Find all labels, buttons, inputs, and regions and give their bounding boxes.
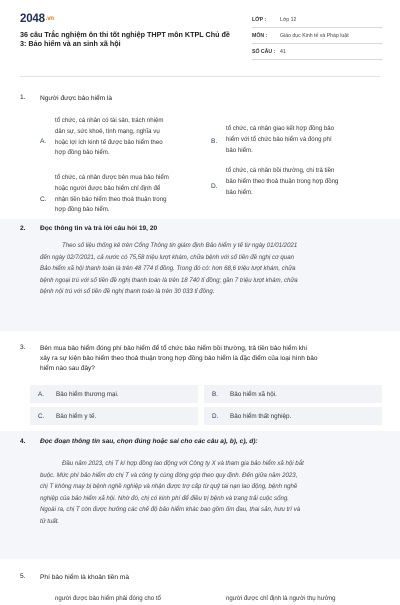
- passage-line: buộc. Mức phí bảo hiểm do chị T và công ty cùng đóng góp theo quy định. Đến giữa năm 2023,: [40, 471, 298, 479]
- section-number: 4.: [20, 438, 26, 445]
- option-line: tổ chức, cá nhân có tài sản, trách nhiệm: [55, 117, 164, 124]
- divider: [20, 76, 380, 77]
- option-a[interactable]: [30, 385, 198, 403]
- option-line: nhận tiền bảo hiểm theo thoả thuận trong: [55, 195, 167, 203]
- passage-line: Ngoài ra, chị T còn được hưởng các chế độ bảo hiểm khác bao gồm ốm đau, thai sản, hưu trí và: [40, 506, 301, 514]
- option-line: hiểm với tổ chức bảo hiểm và đóng phí: [226, 135, 332, 143]
- question-number: 5.: [20, 573, 26, 580]
- logo-text: 2048: [20, 13, 45, 25]
- document-title: 36 câu Trắc nghiệm ôn thi tốt nghiệp THPT môn KTPL Chủ đề 3: Bảo hiểm và an sinh xã hội: [20, 30, 230, 48]
- question-number: 3.: [20, 344, 26, 351]
- meta-table: [252, 12, 382, 60]
- option-a-partial[interactable]: người được bảo hiểm phải đóng cho tổ: [55, 595, 161, 602]
- option-b[interactable]: [226, 124, 382, 156]
- option-letter: D.: [212, 412, 219, 420]
- option-letter: A.: [40, 138, 47, 145]
- info-passage: [40, 240, 384, 298]
- page-header: [0, 0, 400, 64]
- passage-line: đến ngày 02/7/2021, cả nước có 75,58 triệu lượt khám, chữa bệnh với số tiền đề nghị cơ quan: [40, 253, 294, 261]
- option-line: hoặc người được bảo hiểm chỉ định để: [55, 184, 161, 192]
- passage-line: Theo số liệu thống kê trên Cổng Thông tin giám định Bảo hiểm y tế từ ngày 01/01/2021: [62, 242, 298, 249]
- question-text: Phí bảo hiểm là khoản tiền mà: [40, 574, 130, 581]
- question-text: Người được bảo hiểm là: [40, 95, 113, 102]
- passage-line: bệnh nội trú với số tiền đề nghị thanh toán là trên 30 033 tỉ đồng.: [40, 288, 215, 296]
- question-line: hiểm nào sau đây?: [40, 365, 95, 372]
- option-c[interactable]: [55, 173, 205, 216]
- option-text: Bảo hiểm xã hội.: [230, 390, 277, 398]
- meta-label: MÔN :: [252, 32, 268, 39]
- question-text: [40, 344, 384, 374]
- option-letter: A.: [38, 390, 44, 398]
- option-line: hợp đồng bảo hiểm.: [55, 149, 110, 157]
- meta-row-class: [252, 12, 382, 28]
- passage-line: nghiệp của bảo hiểm xã hội. Nhờ đó, chị có kinh phí để điều trị bệnh và trang trải cuộc sống.: [40, 494, 289, 502]
- option-letter: C.: [40, 196, 47, 203]
- passage-line: chị T không may bị bệnh nghề nghiệp và nhận được trợ cấp từ quỹ tai nạn lao động, bệnh nghề: [40, 483, 298, 491]
- question-line: Bên mua bảo hiểm đóng phí bảo hiểm để tổ chức bảo hiểm bồi thường, trả tiền bảo hiểm khi: [40, 345, 307, 352]
- option-line: tổ chức, cá nhân được bên mua bảo hiểm: [55, 174, 169, 181]
- option-line: tổ chức, cá nhân bồi thường, chi trả tiền: [226, 167, 335, 174]
- option-c[interactable]: [30, 407, 198, 425]
- meta-row-count: [252, 44, 382, 60]
- option-line: dân sự, sức khoẻ, tính mạng, nghĩa vụ: [55, 127, 160, 135]
- option-letter: B.: [212, 390, 218, 398]
- meta-value: Giáo dục Kinh tế và Pháp luật: [280, 32, 349, 39]
- passage-line: tử tuất.: [40, 517, 60, 525]
- meta-value: 41: [280, 48, 286, 55]
- passage-line: bệnh ngoại trú với số tiền đề nghị thanh toán là trên 18 740 tỉ đồng; gần 7 triệu lượt khám, chữa: [40, 276, 298, 284]
- question-line: xảy ra sự kiện bảo hiểm theo thoả thuận trong hợp đồng bảo hiểm là đặc điểm của loại hình bảo: [40, 355, 318, 362]
- section-title: Đọc thông tin và trả lời câu hỏi 19, 20: [40, 225, 158, 232]
- meta-row-subject: [252, 28, 382, 44]
- option-text: Bảo hiểm thương mại.: [56, 390, 119, 398]
- meta-label: LỚP :: [252, 16, 267, 23]
- option-line: tổ chức, cá nhân giao kết hợp đồng bảo: [226, 125, 335, 132]
- option-text: Bảo hiểm y tế.: [56, 412, 97, 420]
- option-line: bảo hiểm theo thoả thuận trong hợp đồng: [226, 177, 339, 185]
- site-logo[interactable]: [20, 13, 54, 25]
- option-text: Bảo hiểm thất nghiệp.: [230, 412, 292, 420]
- question-number: 1.: [20, 94, 26, 101]
- section-title: Đọc đoạn thông tin sau, chọn đúng hoặc sai cho các câu a), b), c), d):: [40, 438, 258, 445]
- option-letter: D.: [211, 183, 218, 190]
- option-line: hoặc lợi ích kinh tế được bảo hiểm theo: [55, 138, 163, 146]
- passage-line: Bảo hiểm xã hội thanh toán là trên 48 774 tỉ đồng. Trong đó có: hơn 68,6 triệu lượt khám, chữa: [40, 265, 296, 273]
- meta-label: SỐ CÂU :: [252, 48, 276, 55]
- option-d[interactable]: [226, 166, 382, 198]
- logo-suffix: .vn: [45, 15, 54, 22]
- option-letter: C.: [38, 412, 45, 420]
- section-number: 2.: [20, 225, 26, 232]
- option-letter: B.: [211, 138, 218, 145]
- option-b[interactable]: [204, 385, 382, 403]
- option-line: bảo hiểm.: [226, 146, 253, 154]
- option-line: bảo hiểm.: [226, 188, 253, 196]
- meta-value: Lớp 12: [280, 16, 297, 23]
- passage-line: Đầu năm 2023, chị T kí hợp đồng lao động với Công ty X và tham gia bảo hiểm xã hội bắt: [62, 460, 304, 467]
- option-line: hợp đồng bảo hiểm.: [55, 206, 110, 214]
- option-a[interactable]: [55, 116, 205, 159]
- tf-passage: [40, 458, 384, 528]
- option-d[interactable]: [204, 407, 382, 425]
- option-b-partial[interactable]: người được chỉ định là người thụ hưởng: [226, 595, 336, 602]
